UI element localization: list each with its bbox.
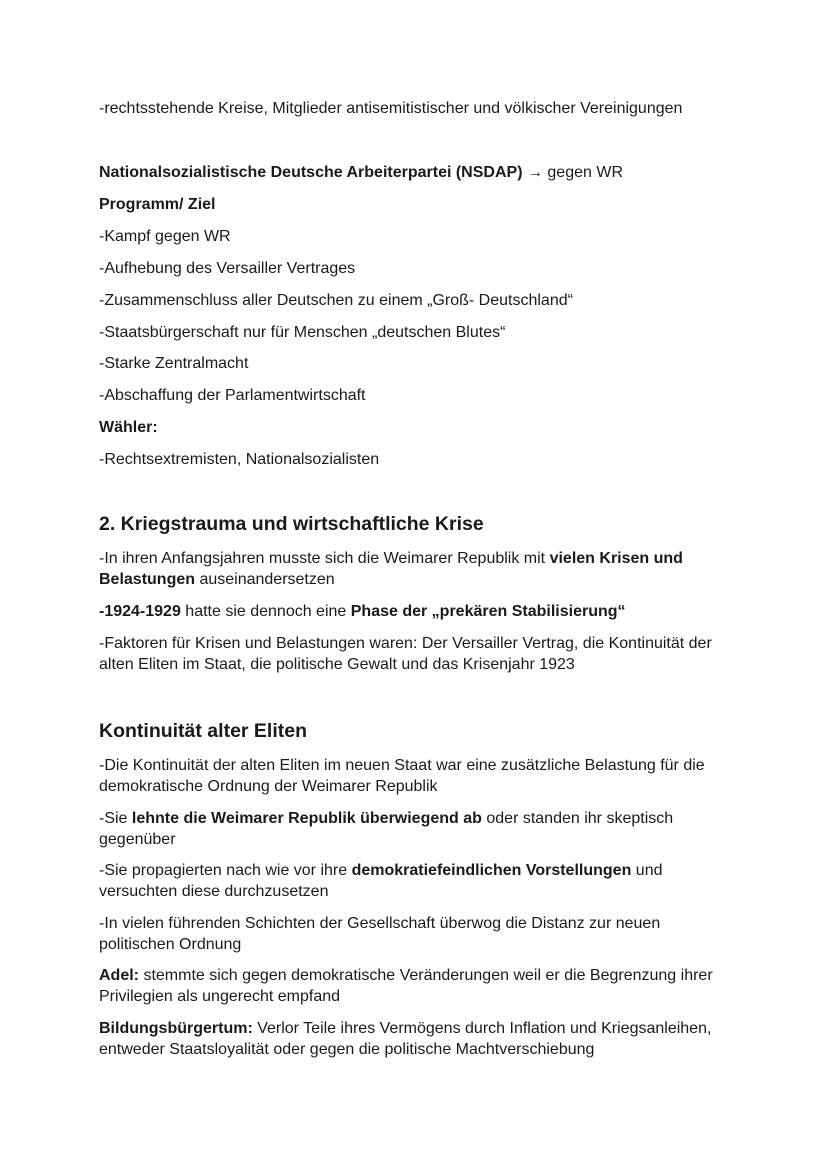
- section2-heading: 2. Kriegstrauma und wirtschaftliche Krise: [99, 513, 484, 535]
- text-run-bold: Phase der „prekären Stabilisierung“: [350, 603, 626, 620]
- program-item: -Staatsbürgerschaft nur für Menschen „deutschen Blutes“: [99, 324, 506, 341]
- term-label: Adel:: [99, 967, 139, 984]
- text-run: stemmte sich gegen demokratische Veränderungen weil er die Begrenzung ihrer Privilegien als ungerecht empfand: [99, 967, 713, 1005]
- program-heading: Programm/ Ziel: [99, 196, 216, 213]
- text-run-bold: vielen Krisen und Belastungen: [99, 550, 683, 588]
- nsdap-title-bold: Nationalsozialistische Deutsche Arbeiterpartei (NSDAP): [99, 164, 523, 181]
- text-run-bold: -1924-1929: [99, 603, 181, 620]
- text-run: -In ihren Anfangsjahren musste sich die Weimarer Republik mit: [99, 550, 550, 567]
- term-label: Bildungsbürgertum:: [99, 1020, 253, 1037]
- text-run: -Sie: [99, 810, 132, 827]
- section3-paragraph: [99, 1018, 729, 1060]
- text-run: -Sie propagierten nach wie vor ihre: [99, 862, 352, 879]
- section3-paragraph: [99, 965, 729, 1007]
- section2-paragraph: [99, 548, 729, 590]
- program-item: -Zusammenschluss aller Deutschen zu einem „Groß- Deutschland“: [99, 292, 573, 309]
- section3-heading: Kontinuität alter Eliten: [99, 720, 308, 742]
- text-run: auseinandersetzen: [195, 571, 335, 588]
- section3-paragraph: -In vielen führenden Schichten der Gesellschaft überwog die Distanz zur neuen politischen Ordnung: [99, 915, 661, 953]
- text-run: und versuchten diese durchzusetzen: [99, 862, 663, 900]
- section3-paragraph: -Die Kontinuität der alten Eliten im neuen Staat war eine zusätzliche Belastung für die demokratische Ordnung der Weimarer Republik: [99, 757, 705, 795]
- program-item: -Aufhebung des Versailler Vertrages: [99, 260, 356, 277]
- text-run-bold: lehnte die Weimarer Republik überwiegend ab: [131, 810, 482, 827]
- section3-paragraph: [99, 808, 729, 850]
- text-run: oder standen ihr skeptisch gegenüber: [99, 810, 674, 848]
- intro-line: -rechtsstehende Kreise, Mitglieder antisemitistischer und völkischer Vereinigungen: [99, 100, 683, 117]
- text-run: Verlor Teile ihres Vermögens durch Inflation und Kriegsanleihen, entweder Staatsloyalität oder gegen die politische Machtverschiebung: [99, 1020, 712, 1058]
- section2-paragraph: [99, 601, 729, 622]
- program-item: -Abschaffung der Parlamentwirtschaft: [99, 387, 366, 404]
- program-item: -Kampf gegen WR: [99, 228, 231, 245]
- voters-heading: Wähler:: [99, 419, 158, 436]
- program-item: -Starke Zentralmacht: [99, 355, 249, 372]
- section2-paragraph: -Faktoren für Krisen und Belastungen waren: Der Versailler Vertrag, die Kontinuität der alten Eliten im Staat, die politische Gewalt und das Krisenjahr 1923: [99, 635, 712, 673]
- voters-text: -Rechtsextremisten, Nationalsozialisten: [99, 451, 380, 468]
- text-run: hatte sie dennoch eine: [180, 603, 351, 620]
- section3-paragraph: [99, 860, 729, 902]
- nsdap-title: [99, 162, 623, 183]
- nsdap-title-rest: → gegen WR: [522, 164, 623, 181]
- text-run-bold: demokratiefeindlichen Vorstellungen: [351, 862, 632, 879]
